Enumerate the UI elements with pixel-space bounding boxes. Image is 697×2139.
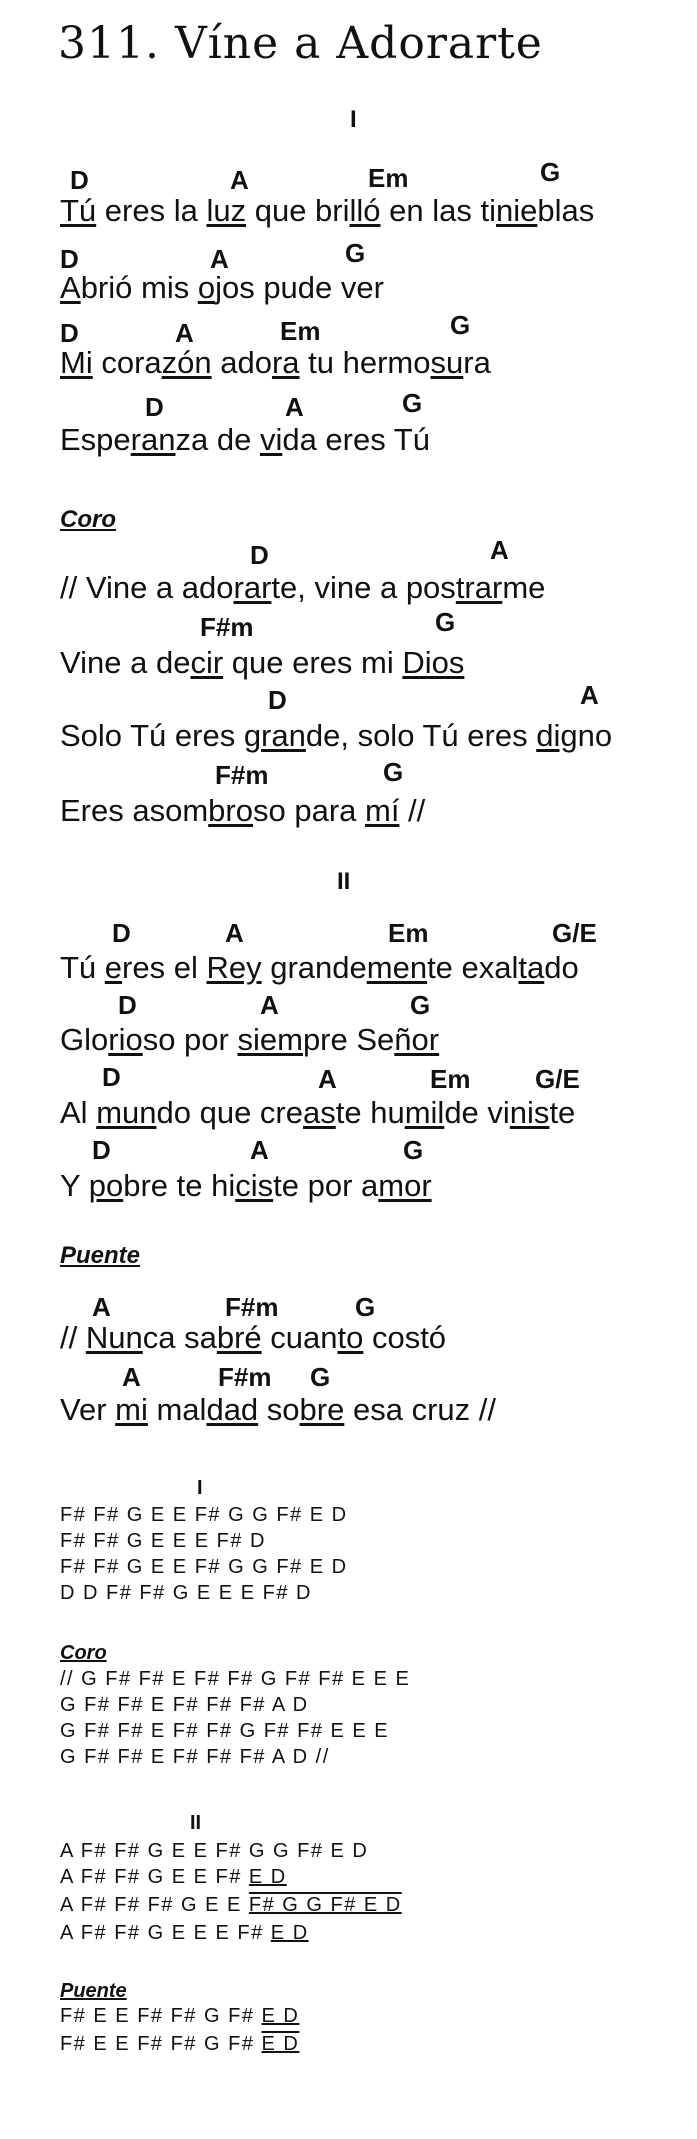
text-segment: // <box>60 1320 86 1355</box>
text-segment: mal <box>147 1392 207 1427</box>
chord: F#m <box>200 612 254 642</box>
text-segment: jos pude ver <box>215 270 384 305</box>
text-segment: F# E E F# F# G F# <box>60 2033 262 2055</box>
notes-line <box>60 1720 389 1743</box>
text-segment: so por <box>142 1022 238 1057</box>
text-segment: eres la <box>96 193 207 228</box>
notes-line <box>60 1866 287 1889</box>
chord: F#m <box>215 760 269 790</box>
text-segment: te exal <box>427 950 519 985</box>
chord: G <box>383 757 404 787</box>
text-segment: E D <box>270 1922 309 1944</box>
lyric-line <box>60 1168 432 1204</box>
text-segment: Dios <box>402 645 465 680</box>
chord: Em <box>280 316 321 346</box>
text-segment: o <box>197 270 216 305</box>
chord: D <box>102 1062 121 1092</box>
text-segment: tu hermo <box>299 345 431 380</box>
text-segment: as <box>303 1095 336 1130</box>
text-segment: A F# F# G E E F# <box>60 1866 249 1888</box>
song-title: 311. Víne a Adorarte <box>58 18 543 69</box>
text-segment: A F# F# G E E E F# <box>60 1922 271 1944</box>
chord: G <box>410 990 431 1020</box>
text-segment: bre <box>299 1392 345 1427</box>
verse-2-number: II <box>337 868 351 895</box>
text-segment: que eres mi <box>223 645 403 680</box>
chord: A <box>230 165 249 195</box>
notes-line <box>60 2005 299 2028</box>
text-segment: mí <box>365 793 400 828</box>
chord: D <box>145 392 164 422</box>
chord: G/E <box>552 918 597 948</box>
chord: A <box>285 392 304 422</box>
chord: G <box>355 1292 376 1322</box>
text-segment: Mi <box>60 345 93 380</box>
text-segment: e <box>104 950 123 985</box>
text-segment: Glo <box>60 1022 109 1057</box>
text-segment: pre Se <box>302 1022 395 1057</box>
text-segment: cir <box>190 645 224 680</box>
lyric-line <box>60 345 491 381</box>
notes-line <box>60 1746 330 1769</box>
text-segment: ñor <box>394 1022 440 1057</box>
notes-line <box>60 2033 299 2056</box>
text-segment: Eres asom <box>60 793 209 828</box>
text-segment: que bri <box>246 193 350 228</box>
text-segment: A F# F# F# G E E <box>60 1894 249 1916</box>
text-segment: de, solo Tú eres <box>305 718 537 753</box>
text-segment: F# F# G E E F# G G F# E D <box>60 1556 348 1578</box>
text-segment: G F# F# E F# F# F# A D // <box>60 1746 330 1768</box>
text-segment: te hu <box>335 1095 405 1130</box>
chord: A <box>260 990 279 1020</box>
chord: G <box>435 607 456 637</box>
lyric-line <box>60 718 612 754</box>
coro-label: Coro <box>60 506 116 533</box>
text-segment: ran <box>130 422 176 457</box>
text-segment: Rey <box>206 950 262 985</box>
notes-line <box>60 1840 368 1863</box>
notes-puente-label: Puente <box>60 1980 127 2002</box>
chord: G <box>310 1362 331 1392</box>
chord: G <box>450 310 471 340</box>
text-segment: so para <box>252 793 365 828</box>
chord: F#m <box>225 1292 279 1322</box>
text-segment: F# F# G E E E F# D <box>60 1530 266 1552</box>
verse-1-number: I <box>350 106 357 133</box>
text-segment: Vine a de <box>60 645 191 680</box>
text-segment: ra <box>271 345 300 380</box>
text-segment: Tú <box>60 950 105 985</box>
text-segment: Solo Tú eres <box>60 718 244 753</box>
chord: D <box>60 244 79 274</box>
notes-coro-label: Coro <box>60 1642 107 1664</box>
text-segment: te <box>549 1095 576 1130</box>
chord: A <box>318 1064 337 1094</box>
text-segment: zón <box>161 345 212 380</box>
lyric-line <box>60 570 545 606</box>
text-segment: E D <box>261 2033 300 2055</box>
chord: D <box>60 318 79 348</box>
chord: Em <box>368 163 409 193</box>
text-segment: nie <box>495 193 538 228</box>
text-segment: za de <box>175 422 260 457</box>
text-segment: Tú <box>60 193 97 228</box>
lyric-line <box>60 1392 496 1428</box>
text-segment: ca sa <box>142 1320 217 1355</box>
text-segment: mun <box>96 1095 157 1130</box>
text-segment: dad <box>206 1392 259 1427</box>
lyric-line <box>60 793 425 829</box>
chord: A <box>175 318 194 348</box>
lyric-line <box>60 422 430 458</box>
text-segment: do <box>544 950 579 985</box>
text-segment: rar <box>233 570 272 605</box>
chord: A <box>210 244 229 274</box>
text-segment: costó <box>363 1320 447 1355</box>
lyric-line <box>60 645 464 681</box>
text-segment: esa cruz // <box>344 1392 496 1427</box>
text-segment: to <box>337 1320 364 1355</box>
text-segment: gran <box>243 718 306 753</box>
chord: D <box>268 685 287 715</box>
notes-line <box>60 1504 348 1527</box>
lyric-line <box>60 1320 446 1356</box>
text-segment: so <box>258 1392 300 1427</box>
text-segment: D D F# F# G E E E F# D <box>60 1582 312 1604</box>
text-segment: A F# F# G E E F# G G F# E D <box>60 1840 369 1862</box>
chord: D <box>250 540 269 570</box>
text-segment: ado <box>211 345 272 380</box>
text-segment: nis <box>509 1095 550 1130</box>
chord: G/E <box>535 1064 580 1094</box>
text-segment: G F# F# E F# F# F# A D <box>60 1694 309 1716</box>
text-segment: te, vine a pos <box>271 570 456 605</box>
text-segment: brió mis <box>80 270 198 305</box>
text-segment: blas <box>537 193 595 228</box>
lyric-line <box>60 1095 575 1131</box>
text-segment: // G F# F# E F# F# G F# F# E E E <box>60 1668 411 1690</box>
lyric-line <box>60 193 594 229</box>
text-segment: F# E E F# F# G F# <box>60 2005 262 2027</box>
notes-verse-2-number: II <box>190 1812 202 1834</box>
notes-line <box>60 1556 348 1579</box>
chord: A <box>580 680 599 710</box>
text-segment: grande <box>261 950 367 985</box>
text-segment: no <box>577 718 613 753</box>
text-segment: Al <box>60 1095 97 1130</box>
chord: A <box>250 1135 269 1165</box>
chord: A <box>92 1292 111 1322</box>
lyric-line <box>60 1022 439 1058</box>
text-segment: mi <box>115 1392 148 1427</box>
text-segment: cis <box>235 1168 274 1203</box>
text-segment: mil <box>404 1095 445 1130</box>
text-segment: mor <box>378 1168 432 1203</box>
text-segment: da eres Tú <box>282 422 430 457</box>
lyric-line <box>60 270 384 306</box>
text-segment: trar <box>455 570 503 605</box>
notes-line <box>60 1530 266 1553</box>
text-segment: bro <box>208 793 253 828</box>
chord: D <box>70 165 89 195</box>
text-segment: G F# F# E F# F# G F# F# E E E <box>60 1720 390 1742</box>
notes-line <box>60 1894 402 1917</box>
chord: F#m <box>218 1362 272 1392</box>
text-segment: ra <box>463 345 491 380</box>
chord: G <box>540 157 561 187</box>
text-segment: A <box>60 270 81 305</box>
text-segment: Espe <box>60 422 131 457</box>
puente-label: Puente <box>60 1242 141 1269</box>
text-segment: bre te hi <box>123 1168 236 1203</box>
text-segment: cora <box>92 345 162 380</box>
text-segment: luz <box>206 193 247 228</box>
notes-verse-1-number: I <box>197 1477 203 1499</box>
chord: D <box>118 990 137 1020</box>
text-segment: ta <box>518 950 545 985</box>
notes-line <box>60 1582 312 1605</box>
notes-line <box>60 1694 309 1717</box>
text-segment: po <box>88 1168 124 1203</box>
text-segment: dig <box>536 718 578 753</box>
text-segment: men <box>366 950 428 985</box>
chord: G <box>403 1135 424 1165</box>
text-segment: Y <box>60 1168 89 1203</box>
text-segment: en las ti <box>380 193 496 228</box>
text-segment: Nun <box>85 1320 143 1355</box>
lyric-line <box>60 950 579 986</box>
text-segment: bré <box>216 1320 262 1355</box>
text-segment: Ver <box>60 1392 116 1427</box>
chord: A <box>122 1362 141 1392</box>
chord: D <box>92 1135 111 1165</box>
chord: A <box>225 918 244 948</box>
text-segment: res el <box>122 950 207 985</box>
notes-line <box>60 1668 410 1691</box>
text-segment: E D <box>261 2005 300 2027</box>
text-segment: // <box>399 793 426 828</box>
chord: G <box>345 238 366 268</box>
text-segment: do que cre <box>156 1095 303 1130</box>
text-segment: me <box>502 570 546 605</box>
text-segment: te por a <box>273 1168 379 1203</box>
text-segment: // Vine a ado <box>60 570 234 605</box>
text-segment: lló <box>349 193 381 228</box>
chord: G <box>402 388 423 418</box>
text-segment: cuan <box>261 1320 338 1355</box>
text-segment: de vi <box>444 1095 510 1130</box>
chord: Em <box>430 1064 471 1094</box>
text-segment: siem <box>237 1022 303 1057</box>
chord: D <box>112 918 131 948</box>
notes-line <box>60 1922 309 1945</box>
chord: A <box>490 535 509 565</box>
text-segment: su <box>430 345 464 380</box>
text-segment: F# F# G E E F# G G F# E D <box>60 1504 348 1526</box>
text-segment: vi <box>259 422 283 457</box>
text-segment: F# G G F# E D <box>248 1894 402 1916</box>
text-segment: rio <box>108 1022 143 1057</box>
chord: Em <box>388 918 429 948</box>
text-segment: E D <box>248 1866 287 1888</box>
